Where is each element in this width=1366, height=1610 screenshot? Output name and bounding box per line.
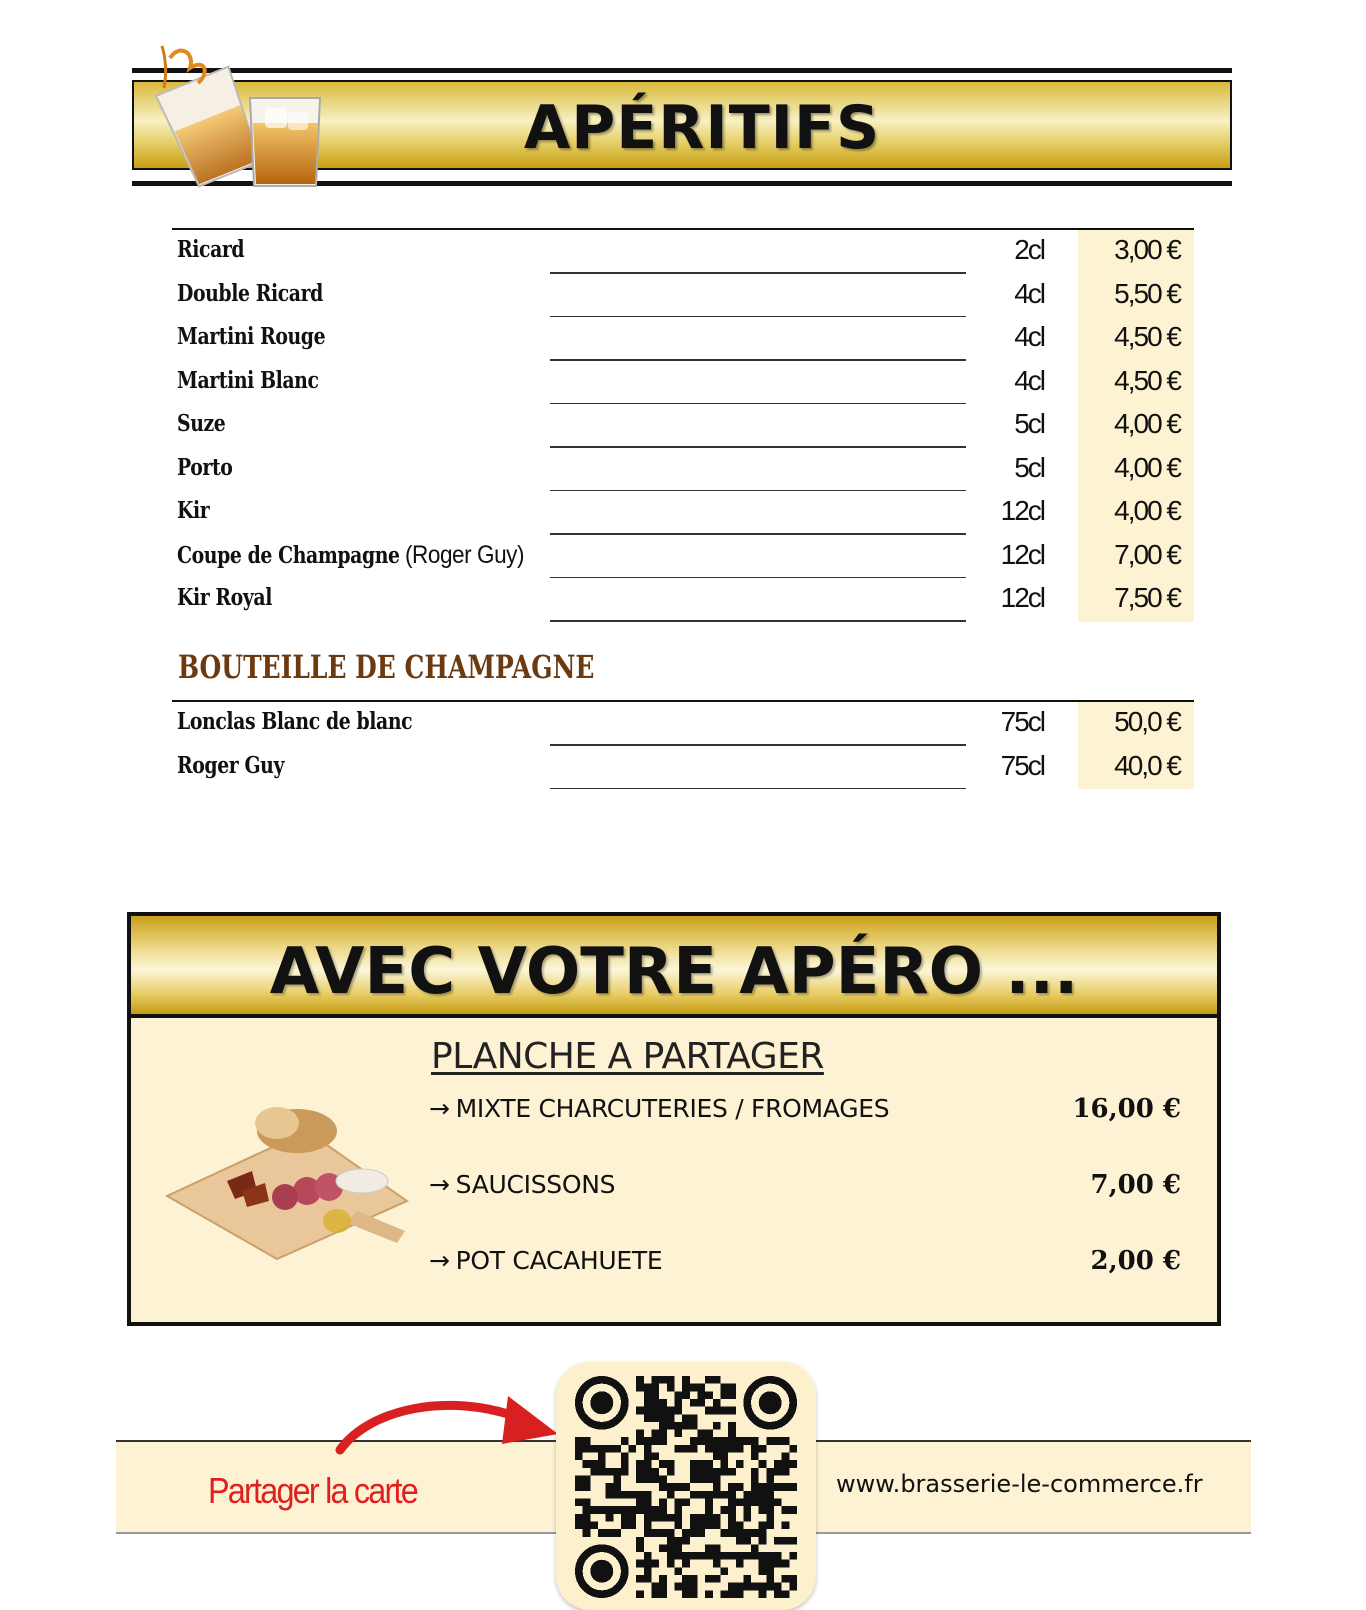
item-price: 7,00 € (1078, 535, 1194, 579)
apero-title: AVEC VOTRE APÉRO ... (269, 935, 1079, 1009)
menu-row (172, 535, 1194, 579)
arrow-right-icon: → (429, 1170, 450, 1199)
item-name: Kir Royal (177, 584, 272, 611)
item-price: 4,50 € (1078, 361, 1194, 405)
apero-price-saucissons: 7,00 € (1090, 1170, 1181, 1200)
menu-row (172, 746, 1194, 790)
item-price: 7,50 € (1078, 578, 1194, 622)
item-volume: 4cl (1014, 321, 1044, 352)
item-name: Coupe de Champagne (Roger Guy) (177, 540, 524, 569)
curved-arrow-icon (330, 1388, 570, 1468)
item-name: Double Ricard (177, 279, 323, 307)
item-name: Martini Blanc (177, 366, 319, 394)
item-name: Porto (177, 453, 233, 481)
item-price: 5,50 € (1078, 274, 1194, 318)
apero-box (127, 912, 1221, 1326)
menu-row (172, 448, 1194, 492)
menu-row (172, 578, 1194, 622)
item-name: Ricard (177, 236, 245, 263)
aperitifs-banner (132, 68, 1232, 186)
apero-item-saucissons: → SAUCISSONS (429, 1170, 616, 1199)
qr-code-icon[interactable] (570, 1376, 802, 1598)
apero-price-cacahuete: 2,00 € (1090, 1246, 1181, 1276)
menu-row (172, 491, 1194, 535)
planche-subtitle: PLANCHE A PARTAGER (431, 1036, 824, 1077)
whisky-glasses-icon (150, 38, 325, 188)
apero-header (131, 916, 1217, 1018)
item-price: 40,0 € (1078, 746, 1194, 790)
share-menu-label: Partager la carte (208, 1470, 417, 1511)
item-name: Roger Guy (177, 751, 285, 779)
menu-row (172, 317, 1194, 361)
item-name: Martini Rouge (177, 323, 326, 350)
item-volume: 12cl (1000, 582, 1044, 613)
apero-item-mixte: → MIXTE CHARCUTERIES / FROMAGES (429, 1094, 890, 1123)
menu-row (172, 361, 1194, 405)
item-volume: 5cl (1014, 451, 1044, 483)
item-volume: 12cl (1000, 538, 1044, 570)
item-price: 3,00 € (1078, 230, 1194, 274)
website-url[interactable]: www.brasserie-le-commerce.fr (836, 1470, 1203, 1498)
menu-row (172, 274, 1194, 318)
apero-price-mixte: 16,00 € (1072, 1094, 1181, 1124)
menu-row (172, 230, 1194, 274)
arrow-right-icon: → (429, 1246, 450, 1275)
item-volume: 75cl (1000, 706, 1044, 737)
menu-row (172, 404, 1194, 448)
item-volume: 12cl (1000, 495, 1044, 526)
item-note: (Roger Guy) (404, 540, 524, 569)
menu-row (172, 702, 1194, 746)
qr-code-card[interactable] (556, 1362, 816, 1610)
item-volume: 5cl (1014, 408, 1044, 439)
item-name: Kir (177, 497, 210, 524)
item-volume: 2cl (1014, 234, 1044, 265)
apero-item-cacahuete: → POT CACAHUETE (429, 1246, 663, 1275)
champagne-list (172, 700, 1194, 789)
item-price: 4,00 € (1078, 448, 1194, 492)
dotted-leader (550, 620, 966, 622)
champagne-section-title: BOUTEILLE DE CHAMPAGNE (178, 648, 595, 686)
aperitifs-list (172, 228, 1194, 622)
dotted-leader (550, 788, 966, 790)
item-price: 4,00 € (1078, 404, 1194, 448)
item-volume: 4cl (1014, 277, 1044, 309)
item-price: 50,0 € (1078, 702, 1194, 746)
aperitifs-title: APÉRITIFS (523, 93, 881, 163)
arrow-right-icon: → (429, 1094, 450, 1123)
item-name: Suze (177, 410, 226, 437)
item-volume: 4cl (1014, 364, 1044, 396)
item-price: 4,00 € (1078, 491, 1194, 535)
item-volume: 75cl (1000, 749, 1044, 781)
item-name: Lonclas Blanc de blanc (177, 708, 413, 735)
item-price: 4,50 € (1078, 317, 1194, 361)
charcuterie-board-icon (157, 1091, 417, 1261)
